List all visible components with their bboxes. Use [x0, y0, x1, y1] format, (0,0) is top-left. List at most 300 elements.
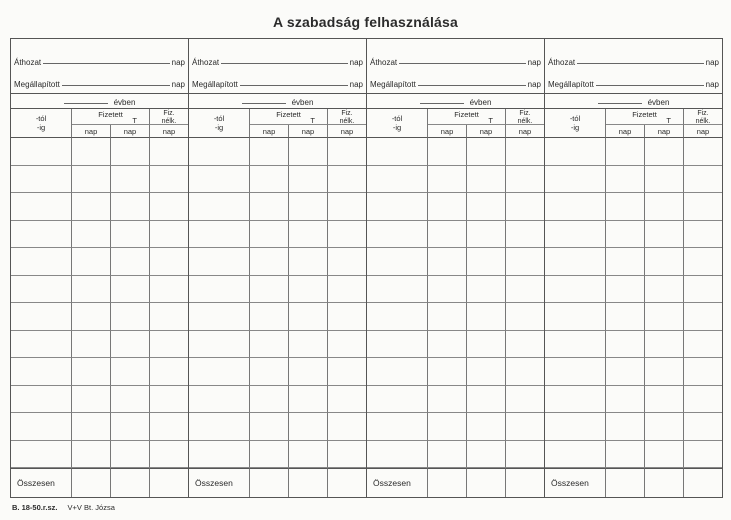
entry-cell[interactable] — [367, 166, 428, 194]
entry-cell[interactable] — [11, 413, 72, 441]
unpaid-header — [684, 109, 722, 125]
to-label: -ig — [570, 123, 580, 132]
entry-cell[interactable] — [328, 276, 366, 304]
vacation-usage-form — [10, 38, 723, 498]
entry-cell[interactable] — [189, 358, 250, 386]
entry-cell[interactable] — [111, 386, 150, 414]
unpaid-label-1: Fiz. — [163, 110, 175, 117]
entry-cell[interactable] — [150, 413, 188, 441]
entry-cell[interactable] — [189, 441, 250, 469]
paid-days-t-header: nap — [645, 125, 684, 138]
allotted-label: Megállapított — [14, 80, 60, 89]
entry-cell[interactable] — [467, 166, 506, 194]
carryover-field[interactable] — [221, 63, 348, 64]
entry-cell[interactable] — [606, 248, 645, 276]
entry-cell[interactable] — [645, 248, 684, 276]
entry-cell[interactable] — [111, 413, 150, 441]
unpaid-label-1: Fiz. — [519, 110, 531, 117]
entry-cell[interactable] — [645, 221, 684, 249]
entry-cell[interactable] — [684, 166, 722, 194]
t-mark: T — [132, 116, 137, 125]
carryover-field[interactable] — [43, 63, 170, 64]
entry-cell[interactable] — [367, 138, 428, 166]
entry-cell[interactable] — [72, 386, 111, 414]
entry-cell[interactable] — [72, 248, 111, 276]
carryover-line — [548, 45, 719, 67]
entry-cell[interactable] — [467, 441, 506, 469]
entry-cell[interactable] — [684, 138, 722, 166]
paid-label: Fizetett — [98, 110, 123, 119]
entry-cell[interactable] — [150, 386, 188, 414]
carryover-line — [14, 45, 185, 67]
allotted-line — [370, 67, 541, 89]
year-field[interactable] — [420, 103, 464, 104]
date-range-header — [189, 109, 250, 138]
carryover-label: Áthozat — [14, 58, 42, 67]
days-unit: nap — [705, 80, 719, 89]
year-field[interactable] — [64, 103, 108, 104]
t-mark: T — [310, 116, 315, 125]
entry-cell[interactable] — [328, 303, 366, 331]
unpaid-header — [328, 109, 366, 125]
total-cell[interactable] — [506, 468, 544, 497]
entry-cell[interactable] — [606, 386, 645, 414]
entry-cell[interactable] — [189, 193, 250, 221]
entry-cell[interactable] — [289, 193, 328, 221]
entry-cell[interactable] — [645, 331, 684, 359]
entry-cell[interactable] — [111, 276, 150, 304]
entry-cell[interactable] — [11, 331, 72, 359]
year-label: évben — [647, 98, 670, 107]
unpaid-label-2: nélk. — [695, 117, 711, 125]
entry-cell[interactable] — [111, 358, 150, 386]
days-unit: nap — [527, 58, 541, 67]
entry-cell[interactable] — [111, 138, 150, 166]
form-title: A szabadság felhasználása — [272, 14, 458, 30]
days-unit: nap — [349, 58, 363, 67]
entry-cell[interactable] — [328, 248, 366, 276]
to-label: -ig — [36, 123, 46, 132]
total-cell[interactable] — [428, 468, 467, 497]
carryover-section — [367, 39, 544, 94]
usage-table — [545, 109, 722, 497]
entry-cell[interactable] — [250, 413, 289, 441]
entry-cell[interactable] — [606, 441, 645, 469]
entry-cell[interactable] — [250, 386, 289, 414]
carryover-label: Áthozat — [370, 58, 398, 67]
carryover-section — [189, 39, 366, 94]
entry-cell[interactable] — [111, 166, 150, 194]
entry-cell[interactable] — [328, 331, 366, 359]
total-cell[interactable] — [150, 468, 188, 497]
entry-cell[interactable] — [328, 441, 366, 469]
year-panel — [11, 39, 188, 497]
entry-cell[interactable] — [150, 166, 188, 194]
unpaid-days-header: nap — [150, 125, 188, 138]
entry-cell[interactable] — [428, 303, 467, 331]
entry-cell[interactable] — [545, 303, 606, 331]
carryover-label: Áthozat — [192, 58, 220, 67]
to-label: -ig — [214, 123, 224, 132]
entry-cell[interactable] — [645, 193, 684, 221]
entry-cell[interactable] — [606, 331, 645, 359]
unpaid-label-1: Fiz. — [341, 110, 353, 117]
entry-cell[interactable] — [289, 386, 328, 414]
entry-cell[interactable] — [328, 386, 366, 414]
total-cell[interactable] — [250, 468, 289, 497]
entry-cell[interactable] — [189, 386, 250, 414]
entry-cell[interactable] — [506, 413, 544, 441]
total-cell[interactable] — [72, 468, 111, 497]
allotted-field[interactable] — [62, 85, 170, 86]
entry-cell[interactable] — [150, 138, 188, 166]
entry-cell[interactable] — [189, 138, 250, 166]
date-range-header — [367, 109, 428, 138]
allotted-line — [548, 67, 719, 89]
entry-cell[interactable] — [606, 276, 645, 304]
entry-cell[interactable] — [289, 303, 328, 331]
entry-cell[interactable] — [428, 248, 467, 276]
paid-header — [72, 109, 150, 125]
days-unit: nap — [171, 80, 185, 89]
entry-cell[interactable] — [150, 276, 188, 304]
entry-cell[interactable] — [367, 441, 428, 469]
entry-cell[interactable] — [189, 166, 250, 194]
entry-cell[interactable] — [506, 331, 544, 359]
entry-cell[interactable] — [506, 358, 544, 386]
entry-cell[interactable] — [72, 358, 111, 386]
entry-cell[interactable] — [684, 248, 722, 276]
paid-label: Fizetett — [454, 110, 479, 119]
entry-cell[interactable] — [11, 441, 72, 469]
entry-cell[interactable] — [467, 331, 506, 359]
entry-cell[interactable] — [111, 221, 150, 249]
entry-cell[interactable] — [289, 138, 328, 166]
entry-cell[interactable] — [606, 193, 645, 221]
unpaid-label-1: Fiz. — [697, 110, 709, 117]
allotted-field[interactable] — [596, 85, 704, 86]
entry-cell[interactable] — [189, 303, 250, 331]
entry-cell[interactable] — [367, 413, 428, 441]
entry-cell[interactable] — [250, 248, 289, 276]
total-cell[interactable] — [467, 468, 506, 497]
entry-cell[interactable] — [645, 276, 684, 304]
entry-cell[interactable] — [189, 276, 250, 304]
entry-cell[interactable] — [11, 358, 72, 386]
entry-cell[interactable] — [606, 221, 645, 249]
paid-days-header: nap — [606, 125, 645, 138]
publisher-name: V+V Bt. Józsa — [67, 503, 115, 512]
allotted-line — [14, 67, 185, 89]
entry-cell[interactable] — [250, 138, 289, 166]
entry-cell[interactable] — [72, 138, 111, 166]
entry-cell[interactable] — [506, 221, 544, 249]
entry-cell[interactable] — [367, 193, 428, 221]
year-label: évben — [469, 98, 492, 107]
entry-cell[interactable] — [250, 331, 289, 359]
entry-cell[interactable] — [328, 413, 366, 441]
entry-cell[interactable] — [111, 303, 150, 331]
days-unit: nap — [527, 80, 541, 89]
carryover-field[interactable] — [577, 63, 704, 64]
entry-cell[interactable] — [250, 358, 289, 386]
entry-cell[interactable] — [150, 441, 188, 469]
entry-cell[interactable] — [545, 413, 606, 441]
entry-cell[interactable] — [545, 441, 606, 469]
year-field[interactable] — [242, 103, 286, 104]
entry-cell[interactable] — [545, 331, 606, 359]
t-mark: T — [488, 116, 493, 125]
days-unit: nap — [171, 58, 185, 67]
year-line — [11, 94, 188, 109]
entry-cell[interactable] — [606, 138, 645, 166]
t-mark: T — [666, 116, 671, 125]
unpaid-header — [506, 109, 544, 125]
entry-cell[interactable] — [11, 386, 72, 414]
entry-cell[interactable] — [189, 248, 250, 276]
entry-cell[interactable] — [328, 166, 366, 194]
entry-cell[interactable] — [72, 166, 111, 194]
from-label: -tól — [391, 114, 403, 123]
entry-cell[interactable] — [150, 193, 188, 221]
entry-cell[interactable] — [250, 441, 289, 469]
entry-cell[interactable] — [467, 138, 506, 166]
entry-cell[interactable] — [11, 166, 72, 194]
total-cell[interactable] — [111, 468, 150, 497]
entry-cell[interactable] — [645, 386, 684, 414]
form-footer — [12, 503, 115, 512]
entry-cell[interactable] — [367, 386, 428, 414]
entry-cell[interactable] — [289, 413, 328, 441]
entry-cell[interactable] — [645, 138, 684, 166]
year-field[interactable] — [598, 103, 642, 104]
entry-cell[interactable] — [250, 303, 289, 331]
to-label: -ig — [392, 123, 402, 132]
entry-cell[interactable] — [150, 358, 188, 386]
unpaid-label-2: nélk. — [517, 117, 533, 125]
year-panel — [544, 39, 722, 497]
entry-cell[interactable] — [645, 166, 684, 194]
entry-cell[interactable] — [467, 386, 506, 414]
entry-cell[interactable] — [467, 413, 506, 441]
entry-cell[interactable] — [11, 221, 72, 249]
carryover-section — [11, 39, 188, 94]
entry-cell[interactable] — [111, 441, 150, 469]
total-cell[interactable] — [684, 468, 722, 497]
entry-cell[interactable] — [11, 303, 72, 331]
entry-cell[interactable] — [289, 441, 328, 469]
entry-cell[interactable] — [72, 276, 111, 304]
entry-cell[interactable] — [11, 138, 72, 166]
entry-cell[interactable] — [72, 303, 111, 331]
entry-cell[interactable] — [545, 166, 606, 194]
entry-cell[interactable] — [150, 248, 188, 276]
entry-cell[interactable] — [606, 413, 645, 441]
entry-cell[interactable] — [367, 303, 428, 331]
entry-cell[interactable] — [72, 413, 111, 441]
entry-cell[interactable] — [645, 441, 684, 469]
entry-cell[interactable] — [545, 193, 606, 221]
paid-header — [250, 109, 328, 125]
entry-cell[interactable] — [506, 248, 544, 276]
entry-cell[interactable] — [367, 221, 428, 249]
paid-days-t-header: nap — [289, 125, 328, 138]
entry-cell[interactable] — [684, 276, 722, 304]
total-label: Összesen — [545, 468, 606, 497]
entry-cell[interactable] — [111, 248, 150, 276]
total-cell[interactable] — [606, 468, 645, 497]
unpaid-label-2: nélk. — [339, 117, 355, 125]
entry-cell[interactable] — [645, 358, 684, 386]
entry-cell[interactable] — [645, 413, 684, 441]
entry-cell[interactable] — [467, 303, 506, 331]
date-range-header — [11, 109, 72, 138]
entry-cell[interactable] — [328, 221, 366, 249]
entry-cell[interactable] — [684, 303, 722, 331]
entry-cell[interactable] — [606, 358, 645, 386]
entry-cell[interactable] — [189, 221, 250, 249]
entry-cell[interactable] — [11, 193, 72, 221]
carryover-section — [545, 39, 722, 94]
paid-days-header: nap — [428, 125, 467, 138]
paid-days-t-header: nap — [467, 125, 506, 138]
usage-table — [367, 109, 544, 497]
entry-cell[interactable] — [606, 166, 645, 194]
entry-cell[interactable] — [506, 166, 544, 194]
entry-cell[interactable] — [606, 303, 645, 331]
entry-cell[interactable] — [289, 331, 328, 359]
total-cell[interactable] — [328, 468, 366, 497]
entry-cell[interactable] — [150, 303, 188, 331]
total-label: Összesen — [11, 468, 72, 497]
entry-cell[interactable] — [467, 248, 506, 276]
year-label: évben — [291, 98, 314, 107]
total-label: Összesen — [367, 468, 428, 497]
days-unit: nap — [349, 80, 363, 89]
entry-cell[interactable] — [111, 331, 150, 359]
entry-cell[interactable] — [506, 193, 544, 221]
carryover-line — [192, 45, 363, 67]
entry-cell[interactable] — [684, 193, 722, 221]
entry-cell[interactable] — [506, 276, 544, 304]
entry-cell[interactable] — [506, 386, 544, 414]
entry-cell[interactable] — [684, 221, 722, 249]
entry-cell[interactable] — [367, 331, 428, 359]
entry-cell[interactable] — [11, 248, 72, 276]
entry-cell[interactable] — [645, 303, 684, 331]
entry-cell[interactable] — [289, 358, 328, 386]
entry-cell[interactable] — [289, 221, 328, 249]
carryover-field[interactable] — [399, 63, 526, 64]
paid-days-t-header: nap — [111, 125, 150, 138]
entry-cell[interactable] — [467, 193, 506, 221]
entry-cell[interactable] — [545, 248, 606, 276]
entry-cell[interactable] — [328, 358, 366, 386]
allotted-label: Megállapított — [370, 80, 416, 89]
entry-cell[interactable] — [545, 221, 606, 249]
entry-cell[interactable] — [11, 276, 72, 304]
usage-table — [11, 109, 188, 497]
paid-label: Fizetett — [276, 110, 301, 119]
entry-cell[interactable] — [428, 331, 467, 359]
entry-cell[interactable] — [150, 331, 188, 359]
entry-cell[interactable] — [428, 441, 467, 469]
entry-cell[interactable] — [367, 248, 428, 276]
entry-cell[interactable] — [428, 221, 467, 249]
entry-cell[interactable] — [467, 221, 506, 249]
entry-cell[interactable] — [428, 193, 467, 221]
paid-header — [428, 109, 506, 125]
carryover-label: Áthozat — [548, 58, 576, 67]
entry-cell[interactable] — [289, 276, 328, 304]
entry-cell[interactable] — [72, 193, 111, 221]
entry-cell[interactable] — [367, 276, 428, 304]
entry-cell[interactable] — [72, 331, 111, 359]
entry-cell[interactable] — [506, 138, 544, 166]
entry-cell[interactable] — [111, 193, 150, 221]
unpaid-days-header: nap — [506, 125, 544, 138]
entry-cell[interactable] — [250, 193, 289, 221]
entry-cell[interactable] — [684, 441, 722, 469]
entry-cell[interactable] — [150, 221, 188, 249]
total-cell[interactable] — [645, 468, 684, 497]
entry-cell[interactable] — [428, 386, 467, 414]
entry-cell[interactable] — [72, 441, 111, 469]
entry-cell[interactable] — [367, 358, 428, 386]
entry-cell[interactable] — [250, 166, 289, 194]
entry-cell[interactable] — [545, 386, 606, 414]
entry-cell[interactable] — [189, 413, 250, 441]
entry-cell[interactable] — [328, 193, 366, 221]
entry-cell[interactable] — [72, 221, 111, 249]
entry-cell[interactable] — [545, 276, 606, 304]
entry-cell[interactable] — [506, 303, 544, 331]
entry-cell[interactable] — [250, 221, 289, 249]
entry-cell[interactable] — [684, 386, 722, 414]
entry-cell[interactable] — [428, 138, 467, 166]
entry-cell[interactable] — [467, 358, 506, 386]
unpaid-header — [150, 109, 188, 125]
entry-cell[interactable] — [684, 358, 722, 386]
entry-cell[interactable] — [289, 248, 328, 276]
from-label: -tól — [569, 114, 581, 123]
paid-header — [606, 109, 684, 125]
entry-cell[interactable] — [684, 413, 722, 441]
entry-cell[interactable] — [684, 331, 722, 359]
entry-cell[interactable] — [545, 138, 606, 166]
entry-cell[interactable] — [250, 276, 289, 304]
entry-cell[interactable] — [189, 331, 250, 359]
entry-cell[interactable] — [428, 276, 467, 304]
entry-cell[interactable] — [506, 441, 544, 469]
entry-cell[interactable] — [428, 358, 467, 386]
entry-cell[interactable] — [289, 166, 328, 194]
days-unit: nap — [705, 58, 719, 67]
total-cell[interactable] — [289, 468, 328, 497]
entry-cell[interactable] — [545, 358, 606, 386]
year-panel — [188, 39, 366, 497]
paid-days-header: nap — [72, 125, 111, 138]
entry-cell[interactable] — [328, 138, 366, 166]
entry-cell[interactable] — [467, 276, 506, 304]
entry-cell[interactable] — [428, 413, 467, 441]
year-line — [545, 94, 722, 109]
unpaid-label-2: nélk. — [161, 117, 177, 125]
entry-cell[interactable] — [428, 166, 467, 194]
allotted-field[interactable] — [240, 85, 348, 86]
allotted-field[interactable] — [418, 85, 526, 86]
paid-label: Fizetett — [632, 110, 657, 119]
